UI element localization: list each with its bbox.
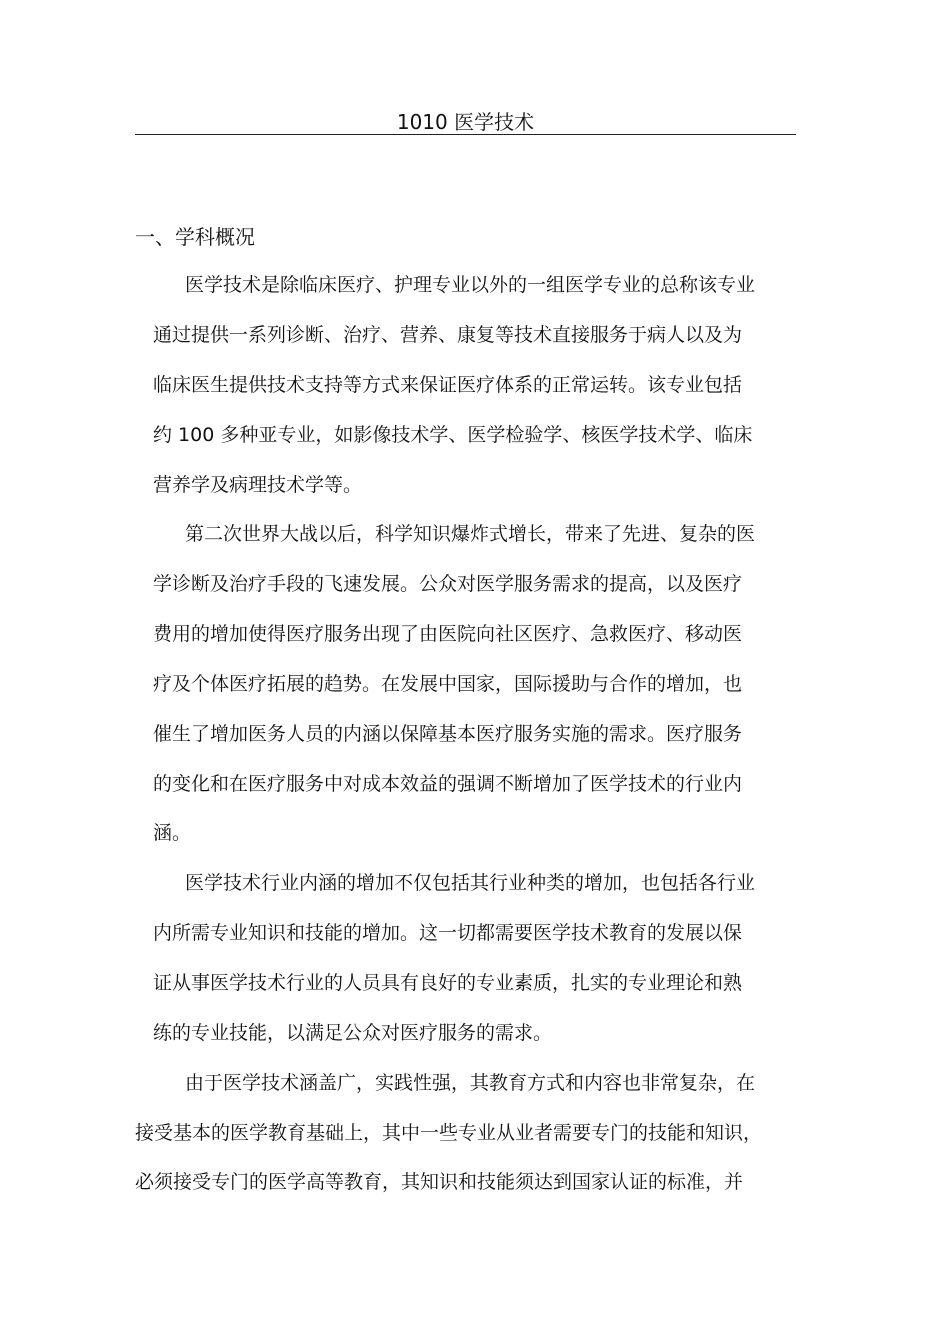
paragraph-line: 的变化和在医疗服务中对成本效益的强调不断增加了医学技术的行业内 (153, 773, 743, 795)
paragraph-line: 医学技术行业内涵的增加不仅包括其行业种类的增加，也包括各行业 (185, 872, 756, 894)
header-divider (135, 134, 796, 135)
paragraph-line: 医学技术是除临床医疗、护理专业以外的一组医学专业的总称该专业 (185, 274, 756, 296)
paragraph-line: 必须接受专门的医学高等教育，其知识和技能须达到国家认证的标准，并 (135, 1171, 744, 1193)
section-heading: 一、学科概况 (135, 225, 255, 249)
paragraph-line: 营养学及病理技术学等。 (153, 474, 363, 496)
paragraph-line: 费用的增加使得医疗服务出现了由医院向社区医疗、急救医疗、移动医 (153, 623, 743, 645)
paragraph-line: 由于医学技术涵盖广，实践性强，其教育方式和内容也非常复杂，在 (185, 1072, 756, 1094)
paragraph-line: 接受基本的医学教育基础上，其中一些专业从业者需要专门的技能和知识， (135, 1122, 763, 1144)
paragraph-line: 疗及个体医疗拓展的趋势。在发展中国家，国际援助与合作的增加，也 (153, 673, 743, 695)
paragraph-line: 通过提供一系列诊断、治疗、营养、康复等技术直接服务于病人以及为 (153, 324, 743, 346)
paragraph-line: 约 100 多种亚专业，如影像技术学、医学检验学、核医学技术学、临床 (153, 424, 753, 446)
paragraph-line: 证从事医学技术行业的人员具有良好的专业素质，扎实的专业理论和熟 (153, 972, 743, 994)
paragraph-line: 第二次世界大战以后，科学知识爆炸式增长，带来了先进、复杂的医 (185, 523, 756, 545)
paragraph-line: 内所需专业知识和技能的增加。这一切都需要医学技术教育的发展以保 (153, 922, 743, 944)
paragraph-line: 催生了增加医务人员的内涵以保障基本医疗服务实施的需求。医疗服务 (153, 723, 743, 745)
paragraph-line: 涵。 (153, 822, 192, 844)
paragraph-line: 学诊断及治疗手段的飞速发展。公众对医学服务需求的提高，以及医疗 (153, 573, 743, 595)
paragraph-line: 练的专业技能，以满足公众对医疗服务的需求。 (153, 1022, 553, 1044)
paragraph-line: 临床医生提供技术支持等方式来保证医疗体系的正常运转。该专业包括 (153, 374, 743, 396)
page-header-title: 1010 医学技术 (396, 110, 535, 134)
